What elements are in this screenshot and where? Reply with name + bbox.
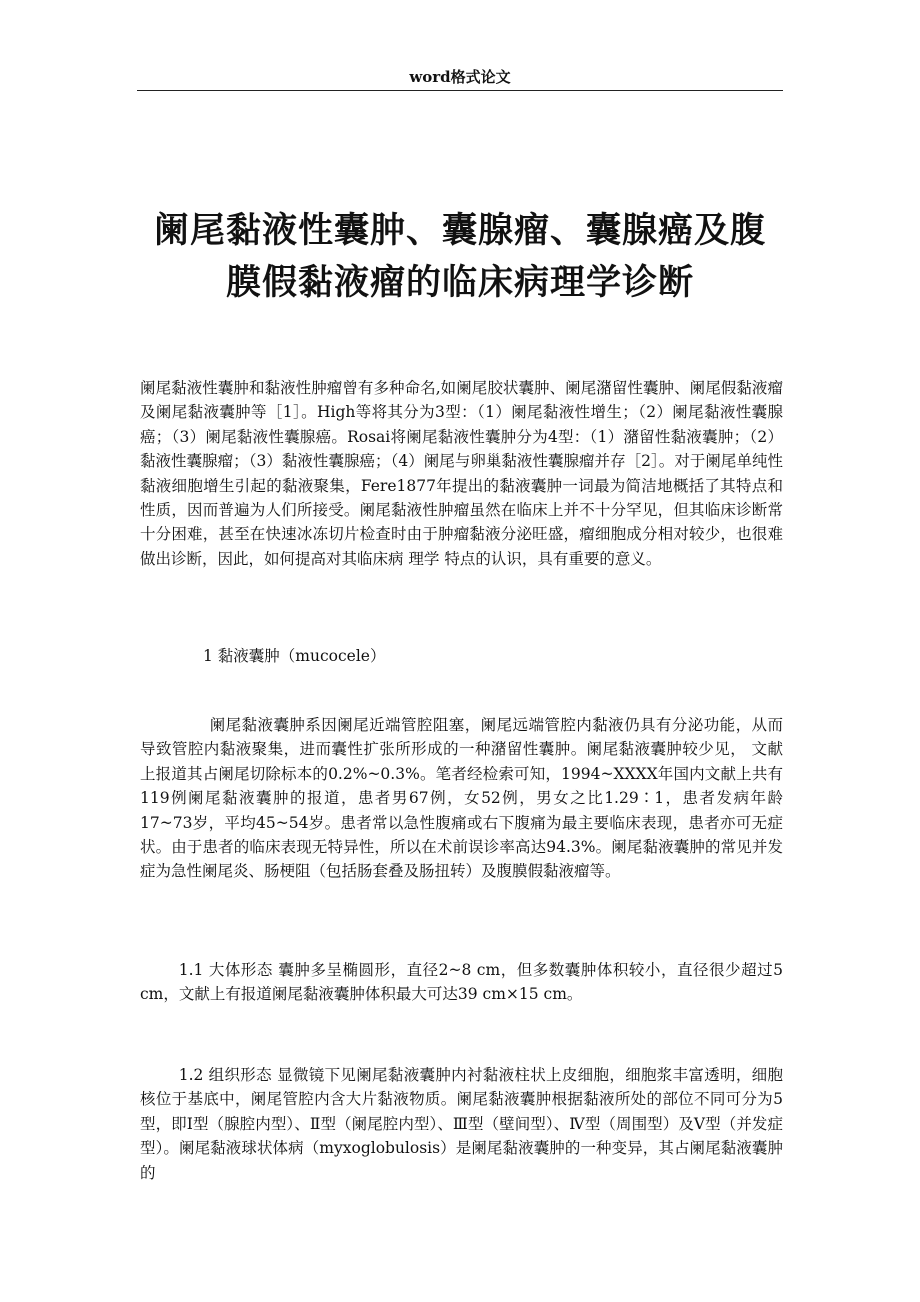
title-line-1: 阑尾黏液性囊肿、囊腺瘤、囊腺癌及腹 bbox=[153, 210, 766, 251]
header-divider bbox=[137, 90, 783, 91]
page-header: word格式论文 bbox=[409, 68, 511, 86]
title-line-2: 膜假黏液瘤的临床病理学诊断 bbox=[225, 262, 694, 303]
intro-paragraph: 阑尾黏液性囊肿和黏液性肿瘤曾有多种命名,如阑尾胶状囊肿、阑尾潴留性囊肿、阑尾假黏液瘤及阑尾黏液囊肿等［1］。High等将其分为3型：（1）阑尾黏液性增生；（2）阑尾黏液性囊腺癌；（3）阑尾黏液性囊腺癌。Rosai将阑尾黏液性囊肿分为4型：（1）潴留性黏液囊肿；（2）黏液性囊腺瘤；（3）黏液性囊腺癌；（4）阑尾与卵巢黏液性囊腺瘤并存［2］。对于阑尾单纯性黏液细胞增生引起的黏液聚集，Fere1877年提出的黏液囊肿一词最为简洁地概括了其特点和性质，因而普遍为人们所接受。阑尾黏液性肿瘤虽然在临床上并不十分罕见，但其临床诊断常十分困难，甚至在快速冰冻切片检查时由于肿瘤黏液分泌旺盛，瘤细胞成分相对较少，也很难做出诊断，因此，如何提高对其临床病 理学 特点的认识，具有重要的意义。 bbox=[140, 379, 783, 568]
section-1-body: 阑尾黏液囊肿系因阑尾近端管腔阻塞，阑尾远端管腔内黏液仍具有分泌功能，从而导致管腔内黏液聚集，进而囊性扩张所形成的一种潴留性囊肿。阑尾黏液囊肿较少见， 文献 上报道其占阑尾切除标本的0.2%~0.3%。笔者经检索可知，1994~XXXX年国内文献上共有119例阑尾黏液囊肿的报道，患者男67例，女52例，男女之比1.29∶1，患者发病年龄17~73岁，平均45~54岁。患者常以急性腹痛或右下腹痛为最主要临床表现，患者亦可无症状。由于患者的临床表现无特异性，所以在术前误诊率高达94.3%。阑尾黏液囊肿的常见并发症为急性阑尾炎、肠梗阻（包括肠套叠及肠扭转）及腹膜假黏液瘤等。 bbox=[140, 716, 783, 881]
section-1-heading: 1 黏液囊肿（mucocele） bbox=[203, 647, 386, 665]
section-1-2-paragraph: 1.2 组织形态 显微镜下见阑尾黏液囊肿内衬黏液柱状上皮细胞，细胞浆丰富透明，细胞核位于基底中，阑尾管腔内含大片黏液物质。阑尾黏液囊肿根据黏液所处的部位不同可分为5型，即Ⅰ型（腺腔内型）、Ⅱ型（阑尾腔内型）、Ⅲ型（壁间型）、Ⅳ型（周围型）及Ⅴ型（并发症型）。阑尾黏液球状体病（myxoglobulosis）是阑尾黏液囊肿的一种变异，其占阑尾黏液囊肿的 bbox=[140, 1066, 783, 1182]
document-title bbox=[137, 205, 783, 309]
section-1-1-paragraph: 1.1 大体形态 囊肿多呈椭圆形，直径2~8 cm，但多数囊肿体积较小，直径很少超过5 cm，文献上有报道阑尾黏液囊肿体积最大可达39 cm×15 cm。 bbox=[140, 961, 783, 1004]
